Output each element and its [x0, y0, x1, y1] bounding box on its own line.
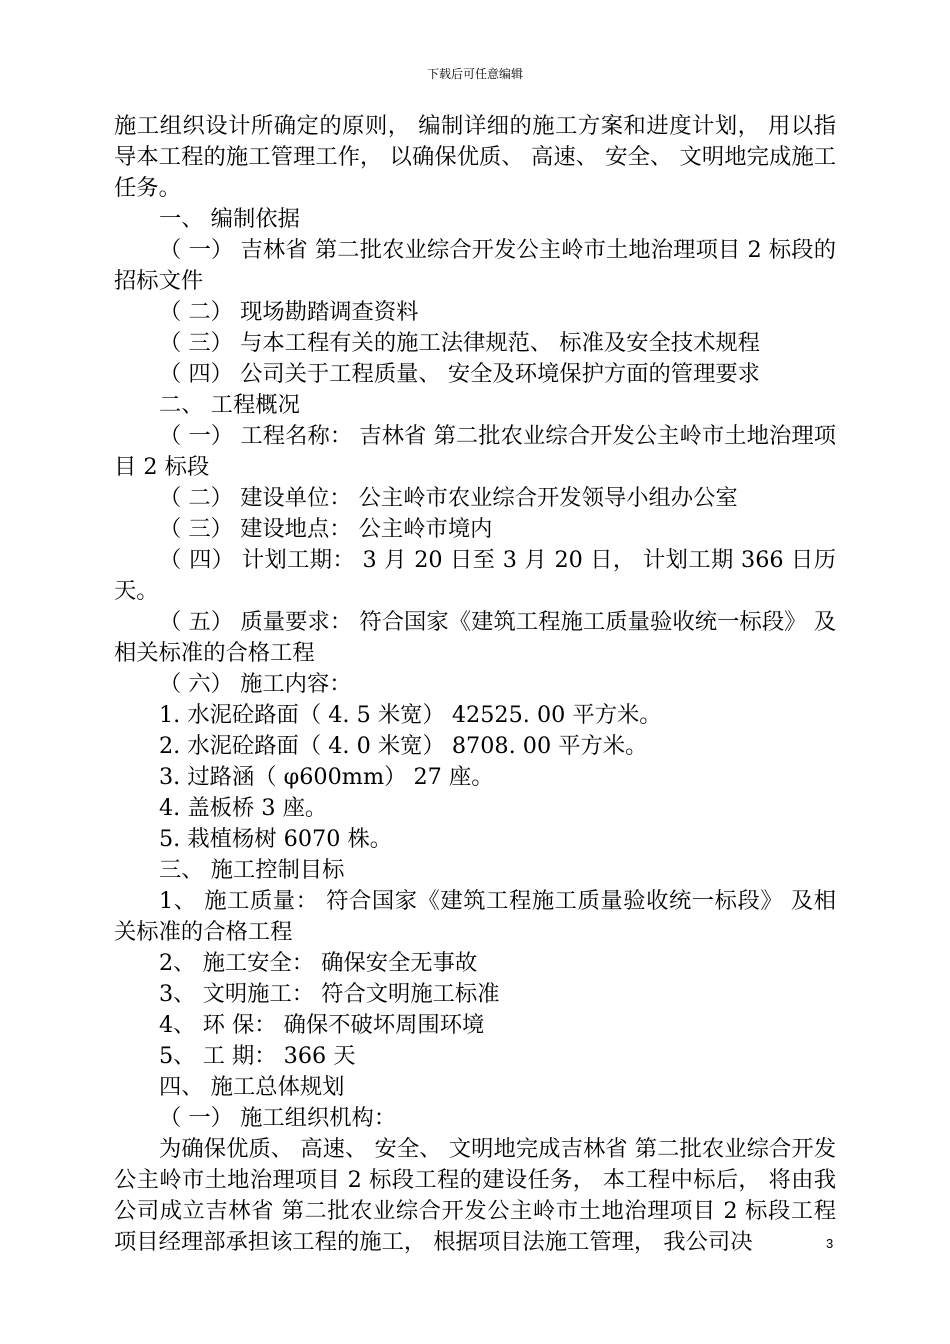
list-item: 4、 环 保： 确保不破坏周围环境 [159, 1012, 485, 1038]
list-item: 4. 盖板桥 3 座。 [159, 795, 328, 821]
paragraph: （ 二） 建设单位： 公主岭市农业综合开发领导小组办公室 [159, 485, 738, 511]
paragraph: 施工组织设计所确定的原则， 编制详细的施工方案和进度计划， 用以指导本工程的施工管理工作， 以确保优质、 高速、 安全、 文明地完成施工任务。 [114, 113, 836, 201]
list-item: 5. 栽植杨树 6070 株。 [159, 826, 393, 852]
paragraph: （ 四） 计划工期： 3 月 20 日至 3 月 20 日， 计划工期 366 日历天。 [114, 547, 836, 604]
section-heading: 四、 施工总体规划 [159, 1074, 345, 1100]
list-item: 2、 施工安全： 确保安全无事故 [159, 950, 478, 976]
section-heading: 一、 编制依据 [159, 206, 300, 232]
section-heading: 三、 施工控制目标 [159, 857, 345, 883]
page-header: 下载后可任意编辑 [426, 67, 523, 81]
section-heading: 二、 工程概况 [159, 392, 300, 418]
list-item: 1. 水泥砼路面（ 4. 5 米宽） 42525. 00 平方米。 [159, 702, 662, 728]
list-item: 1、 施工质量： 符合国家《建筑工程施工质量验收统一标段》 及相关标准的合格工程 [114, 888, 836, 945]
list-item: 3. 过路涵（ φ600mm） 27 座。 [159, 764, 494, 790]
paragraph: （ 三） 建设地点： 公主岭市境内 [159, 516, 493, 542]
list-item: 3、 文明施工： 符合文明施工标准 [159, 981, 500, 1007]
paragraph: （ 一） 工程名称： 吉林省 第二批农业综合开发公主岭市土地治理项目 2 标段 [114, 423, 836, 480]
paragraph: （ 六） 施工内容： [159, 671, 352, 697]
paragraph: （ 五） 质量要求： 符合国家《建筑工程施工质量验收统一标段》 及相关标准的合格工程 [114, 609, 836, 666]
paragraph: （ 二） 现场勘踏调查资料 [159, 299, 419, 325]
list-item: 2. 水泥砼路面（ 4. 0 米宽） 8708. 00 平方米。 [159, 733, 648, 759]
list-item: 5、 工 期： 366 天 [159, 1043, 356, 1069]
paragraph: 为确保优质、 高速、 安全、 文明地完成吉林省 第二批农业综合开发公主岭市土地治理项目 2 标段工程的建设任务， 本工程中标后， 将由我公司成立吉林省 第二批农业综合开发公主岭市土地治理项目 2 标段工程项目经理部承担该工程的施工， 根据项目法施工管理， 我公司决 [114, 1136, 836, 1255]
document-body [114, 111, 836, 1258]
paragraph: （ 四） 公司关于工程质量、 安全及环境保护方面的管理要求 [159, 361, 760, 387]
paragraph: （ 一） 吉林省 第二批农业综合开发公主岭市土地治理项目 2 标段的招标文件 [114, 237, 836, 294]
paragraph: （ 一） 施工组织机构： [159, 1105, 397, 1131]
page-number: 3 [826, 1236, 834, 1251]
paragraph: （ 三） 与本工程有关的施工法律规范、 标准及安全技术规程 [159, 330, 760, 356]
